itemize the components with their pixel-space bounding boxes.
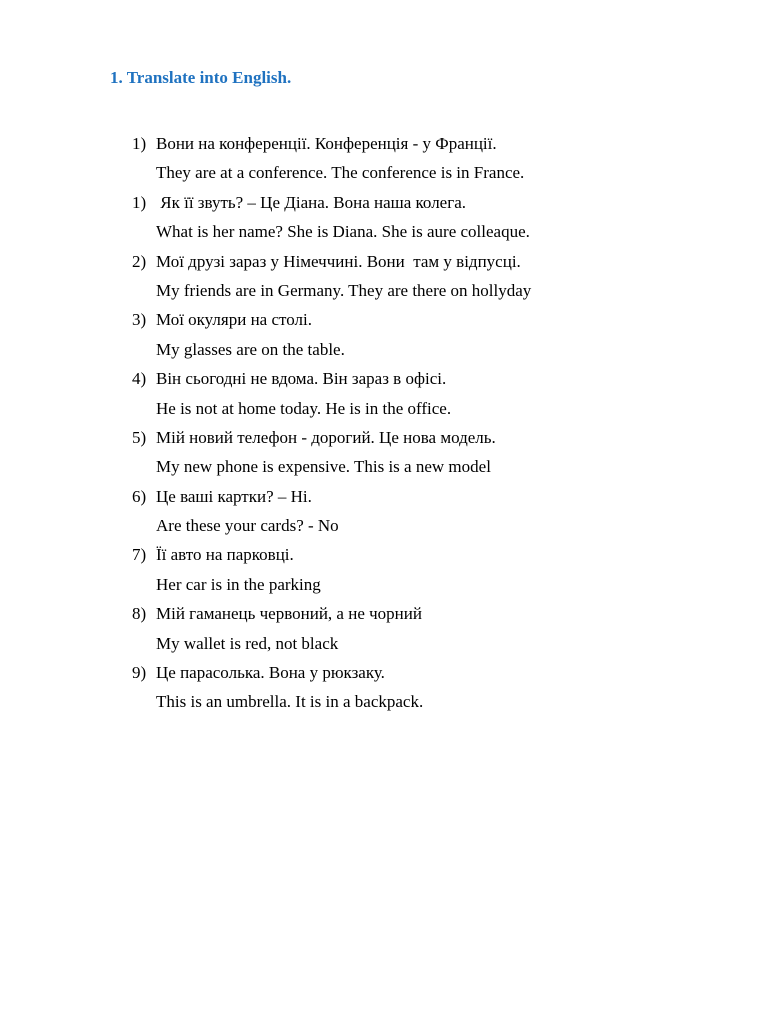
exercise-item (132, 188, 732, 247)
exercise-item (132, 247, 732, 306)
translation-line (132, 158, 732, 187)
translation-sentence: Are these your cards? - No (156, 516, 339, 536)
source-line (132, 188, 732, 217)
item-number: 6) (132, 486, 147, 506)
translation-line (132, 570, 732, 599)
translation-sentence: He is not at home today. He is in the office. (156, 398, 452, 418)
translation-sentence: They are at a conference. The conference is in France. (156, 163, 525, 183)
exercise-heading: 1. Translate into English. (110, 68, 292, 87)
translation-sentence: My friends are in Germany. They are there on hollyday (156, 280, 532, 300)
item-number: 5) (132, 427, 147, 447)
translation-line (132, 511, 732, 540)
exercise-item (132, 129, 732, 188)
source-sentence: Мій новий телефон - дорогий. Це нова модель. (156, 427, 496, 447)
translation-line (132, 452, 732, 481)
source-line (132, 305, 732, 334)
item-number: 3) (132, 310, 147, 330)
source-sentence: Це парасолька. Вона у рюкзаку. (156, 663, 385, 683)
translation-sentence: Her car is in the parking (156, 574, 321, 594)
translation-line (132, 394, 732, 423)
source-line (132, 364, 732, 393)
item-number: 1) (132, 134, 147, 153)
item-number: 9) (132, 663, 147, 683)
source-sentence: Вони на конференції. Конференція - у Франції. (156, 134, 497, 153)
item-number: 8) (132, 604, 147, 624)
exercise-item (132, 599, 732, 658)
source-line (132, 247, 732, 276)
exercise-item (132, 540, 732, 599)
source-sentence: Це ваші картки? – Ні. (156, 486, 312, 506)
translation-line (132, 629, 732, 658)
source-sentence: Мій гаманець червоний, а не чорний (156, 604, 422, 624)
translation-sentence: This is an umbrella. It is in a backpack. (156, 692, 424, 712)
source-line (132, 482, 732, 511)
translation-sentence: My glasses are on the table. (156, 339, 345, 359)
item-number: 4) (132, 369, 147, 389)
source-line (132, 599, 732, 628)
translation-sentence: My wallet is red, not black (156, 633, 339, 653)
source-line (132, 658, 732, 687)
item-number: 7) (132, 545, 147, 565)
source-sentence: Як її звуть? – Це Діана. Вона наша колега. (156, 192, 466, 212)
translation-line (132, 687, 732, 716)
exercise-item (132, 364, 732, 423)
exercise-item (132, 658, 732, 717)
source-sentence: Він сьогодні не вдома. Він зараз в офісі. (156, 369, 447, 389)
item-number: 1) (132, 192, 147, 212)
exercise-item (132, 482, 732, 541)
translation-sentence: What is her name? She is Diana. She is aure colleaque. (156, 222, 530, 242)
translation-line (132, 217, 732, 246)
exercise-item (132, 423, 732, 482)
exercise-list (132, 129, 732, 717)
source-line (132, 129, 732, 158)
source-sentence: Мої окуляри на столі. (156, 310, 312, 330)
source-line (132, 540, 732, 569)
translation-line (132, 276, 732, 305)
translation-sentence: My new phone is expensive. This is a new model (156, 457, 491, 477)
source-sentence: Її авто на парковці. (156, 545, 294, 565)
exercise-item (132, 305, 732, 364)
translation-line (132, 335, 732, 364)
item-number: 2) (132, 251, 147, 271)
source-sentence: Мої друзі зараз у Німеччині. Вони там у відпусці. (156, 251, 521, 271)
source-line (132, 423, 732, 452)
